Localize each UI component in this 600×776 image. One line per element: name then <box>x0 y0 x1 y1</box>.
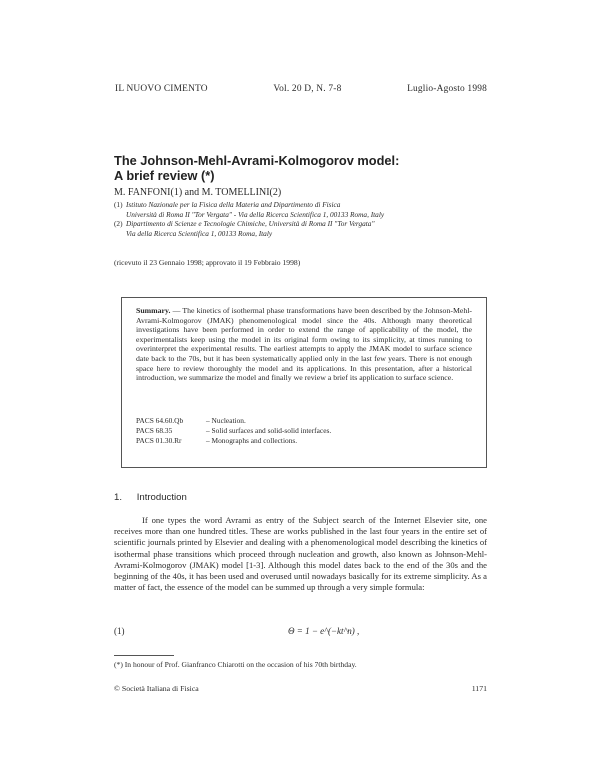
abstract <box>136 306 472 383</box>
author-list: M. FANFONI(1) and M. TOMELLINI(2) <box>114 187 282 198</box>
pacs-desc: – Monographs and collections. <box>206 436 298 445</box>
equation-number: (1) <box>114 626 125 636</box>
title-line: The Johnson-Mehl-Avrami-Kolmogorov model: <box>114 153 400 168</box>
equation-body: Θ = 1 − e^(−kt^n) , <box>288 626 360 636</box>
copyright: © Società Italiana di Fisica <box>114 684 199 693</box>
abstract-box <box>121 297 487 468</box>
pacs-desc: – Solid surfaces and solid-solid interfaces. <box>206 426 332 435</box>
title-line: A brief review (*) <box>114 168 215 183</box>
affiliation-1 <box>114 200 494 219</box>
affiliation-line: Via della Ricerca Scientifica 1, 00133 Roma, Italy <box>126 228 273 238</box>
body-paragraph: If one types the word Avrami as entry of the Subject search of the Internet Elsevier site, one receives more than one hundred titles. These are works published in the last four years in the entire set of scientific journals printed by Elsevier and dealing with a phenomenological model describing the kinetics of isothermal phase transitions which proceed through nucleation and growth, also known as Johnson-Mehl-Avrami-Kolmogorov (JMAK) model [1-3]. Although this model dates back to the end of the 30s and the beginning of the 40s, it has been used and overused until nowadays basically for its extreme simplicity. As a matter of fact, the essence of the model can be summed up through a very simple formula: <box>114 515 487 593</box>
abstract-text: — The kinetics of isothermal phase transformations have been described by the Johnson-Mehl-Avrami-Kolmogorov (JMAK) phenomenological model since the 40s. Although many theoretical investigations have been performed in order to extend the range of applicability of the model, the experimentalists keep using the model in its original form owing to its simplicity, at times running to overinterpret the experimental results. The earliest attempts to apply the JMAK model to surface science date back to the 70s, but it has been systematically applied only in the last few years. There is not enough space here to review thoroughly the model and its applications. In this presentation, after a historical introduction, we summarize the model and finally we review a brief its application to surface science. <box>136 306 472 383</box>
pacs-code: PACS 01.30.Rr <box>136 436 182 445</box>
journal-name: IL NUOVO CIMENTO <box>115 84 208 94</box>
pacs-entry <box>136 436 436 446</box>
affiliation-mark: (2) <box>114 219 123 229</box>
pacs-code: PACS 64.60.Qb <box>136 416 184 425</box>
pacs-desc: – Nucleation. <box>206 416 246 425</box>
page-number: 1171 <box>471 684 487 693</box>
abstract-label: Summary. <box>136 306 171 315</box>
paper-title <box>114 153 399 183</box>
issue-date: Luglio-Agosto 1998 <box>407 84 487 94</box>
footnote: (*) In honour of Prof. Gianfranco Chiarotti on the occasion of his 70th birthday. <box>114 660 357 669</box>
affiliation-line: Università di Roma II "Tor Vergata" - Via della Ricerca Scientifica 1, 00133 Roma, Italy <box>126 209 385 219</box>
page-footer <box>114 684 487 693</box>
pacs-code: PACS 68.35 <box>136 426 173 435</box>
affiliation-2 <box>114 219 494 238</box>
pacs-entry <box>136 416 436 426</box>
affiliation-line: Istituto Nazionale per la Fisica della Materia and Dipartimento di Fisica <box>126 200 341 209</box>
received-dates: (ricevuto il 23 Gennaio 1998; approvato il 19 Febbraio 1998) <box>114 258 301 267</box>
section-title: Introduction <box>136 492 187 503</box>
section-heading <box>114 492 187 503</box>
running-head <box>115 84 487 94</box>
pacs-entry <box>136 426 436 436</box>
footnote-rule <box>114 655 174 656</box>
affiliation-mark: (1) <box>114 200 123 209</box>
affiliation-line: Dipartimento di Scienze e Tecnologie Chimiche, Università di Roma II "Tor Vergata" <box>126 219 375 229</box>
section-number: 1. <box>114 492 123 503</box>
affiliations <box>114 200 494 238</box>
volume-info: Vol. 20 D, N. 7-8 <box>273 84 342 94</box>
